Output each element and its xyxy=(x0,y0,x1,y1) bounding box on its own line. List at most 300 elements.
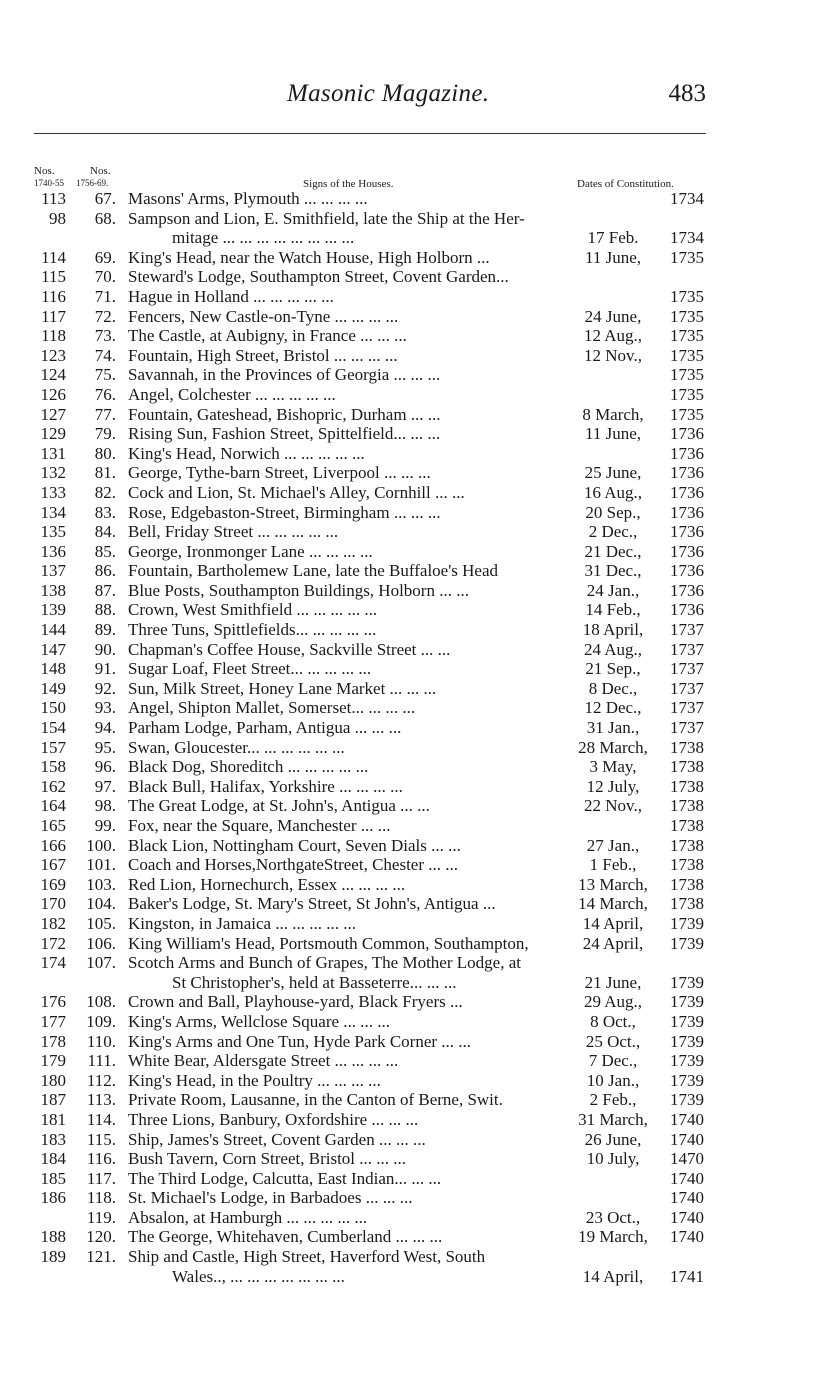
new-number: 117. xyxy=(86,1168,116,1188)
old-number: 166 xyxy=(40,835,66,855)
constitution-year: 1739 xyxy=(670,1011,704,1031)
table-row xyxy=(0,620,814,640)
house-name-line-1: The Castle, at Aubigny, in France ... ... ... xyxy=(128,326,407,346)
house-name-line-1: Fountain, Gateshead, Bishopric, Durham ... ... xyxy=(128,404,441,424)
new-number: 106. xyxy=(86,933,116,953)
old-number: 176 xyxy=(40,992,66,1012)
new-number: 82. xyxy=(94,482,116,502)
constitution-year: 1736 xyxy=(670,424,704,444)
constitution-year: 1735 xyxy=(670,286,704,306)
constitution-date: 31 Jan., xyxy=(586,718,640,738)
constitution-date: 8 Oct., xyxy=(590,1011,636,1031)
constitution-date: 24 June, xyxy=(584,306,642,326)
new-number: 110. xyxy=(86,1031,116,1051)
house-name-line-1: Scotch Arms and Bunch of Grapes, The Mother Lodge, at xyxy=(128,953,521,973)
table-row xyxy=(0,1149,814,1169)
house-name-line-1: King's Arms, Wellclose Square ... ... ... xyxy=(128,1011,391,1031)
table-row xyxy=(0,1090,814,1110)
old-number: 149 xyxy=(40,678,66,698)
constitution-date: 8 March, xyxy=(582,404,644,424)
house-name xyxy=(128,640,564,660)
house-name-line-1: King's Head, in the Poultry ... ... ... ... xyxy=(128,1070,381,1090)
constitution-year: 1470 xyxy=(670,1149,704,1169)
constitution-year: 1739 xyxy=(670,1090,704,1110)
table-row xyxy=(0,581,814,601)
new-number: 98. xyxy=(94,796,116,816)
house-name-line-1: Hague in Holland ... ... ... ... ... xyxy=(128,286,334,306)
old-number: 187 xyxy=(40,1090,66,1110)
new-number: 120. xyxy=(86,1227,116,1247)
old-number: 164 xyxy=(40,796,66,816)
house-name-line-1: Kingston, in Jamaica ... ... ... ... ... xyxy=(128,913,357,933)
house-name xyxy=(128,385,564,405)
house-name xyxy=(128,483,564,503)
table-row xyxy=(0,855,814,875)
house-name xyxy=(128,777,564,797)
house-name-line-1: George, Ironmonger Lane ... ... ... ... xyxy=(128,541,373,561)
house-name-line-1: Angel, Colchester ... ... ... ... ... xyxy=(128,384,336,404)
house-name-line-1: Swan, Gloucester... ... ... ... ... ... xyxy=(128,737,345,757)
constitution-year: 1735 xyxy=(670,326,704,346)
table-row xyxy=(0,816,814,836)
old-number: 124 xyxy=(40,365,66,385)
house-name-line-1: Ship and Castle, High Street, Haverford West, South xyxy=(128,1247,486,1267)
constitution-date: 21 Dec., xyxy=(584,541,642,561)
new-number: 105. xyxy=(86,913,116,933)
constitution-year: 1739 xyxy=(670,933,704,953)
house-name-line-1: The Third Lodge, Calcutta, East Indian... ... ... xyxy=(128,1168,442,1188)
constitution-year: 1741 xyxy=(670,1266,704,1286)
house-name xyxy=(128,1208,564,1228)
constitution-year: 1738 xyxy=(670,757,704,777)
table-row xyxy=(0,718,814,738)
house-name-line-1: Black Bull, Halifax, Yorkshire ... ... ... ... xyxy=(128,776,403,796)
old-number: 157 xyxy=(40,737,66,757)
old-number: 182 xyxy=(40,913,66,933)
table-row xyxy=(0,1130,814,1150)
house-name-line-1: St. Michael's Lodge, in Barbadoes ... ... ... xyxy=(128,1188,413,1208)
constitution-date: 25 June, xyxy=(584,463,642,483)
table-row xyxy=(0,307,814,327)
house-name xyxy=(128,620,564,640)
house-name xyxy=(128,1032,564,1052)
constitution-year: 1735 xyxy=(670,384,704,404)
column-header-range-1: 1740-55 xyxy=(34,178,64,188)
header-rule xyxy=(34,133,706,134)
new-number: 85. xyxy=(94,541,116,561)
old-number: 150 xyxy=(40,698,66,718)
old-number: 114 xyxy=(41,247,66,267)
house-name-line-1: Crown, West Smithfield ... ... ... ... ... xyxy=(128,600,378,620)
house-name xyxy=(128,659,564,679)
house-name-line-1: King's Arms and One Tun, Hyde Park Corner ... ... xyxy=(128,1031,472,1051)
new-number: 113. xyxy=(86,1090,116,1110)
old-number: 189 xyxy=(40,1247,66,1267)
new-number: 81. xyxy=(94,463,116,483)
table-row xyxy=(0,444,814,464)
house-name xyxy=(128,581,564,601)
constitution-year: 1735 xyxy=(670,365,704,385)
table-row xyxy=(0,738,814,758)
new-number: 111. xyxy=(87,1051,116,1071)
running-head xyxy=(0,76,814,112)
page-title: Masonic Magazine. xyxy=(287,80,490,107)
house-name xyxy=(128,365,564,385)
house-name xyxy=(128,894,564,914)
constitution-date: 12 July, xyxy=(586,776,640,796)
house-name-line-1: The George, Whitehaven, Cumberland ... ... ... xyxy=(128,1227,443,1247)
new-number: 70. xyxy=(94,267,116,287)
column-header-dates: Dates of Constitution. xyxy=(577,178,674,190)
constitution-year: 1740 xyxy=(670,1227,704,1247)
constitution-date: 24 Aug., xyxy=(583,639,643,659)
old-number: 126 xyxy=(40,384,66,404)
house-name-line-1: Parham Lodge, Parham, Antigua ... ... ... xyxy=(128,718,402,738)
column-header-range-2: 1756-69. xyxy=(76,178,109,188)
constitution-year: 1736 xyxy=(670,561,704,581)
house-name-line-1: Black Dog, Shoreditch ... ... ... ... ... xyxy=(128,757,369,777)
house-name-line-1: Chapman's Coffee House, Sackville Street ... ... xyxy=(128,639,451,659)
old-number: 158 xyxy=(40,757,66,777)
house-name-line-1: The Great Lodge, at St. John's, Antigua ... ... xyxy=(128,796,430,816)
house-name xyxy=(128,561,564,581)
constitution-date: 21 June, xyxy=(584,972,642,992)
house-name xyxy=(128,953,564,992)
constitution-date: 16 Aug., xyxy=(583,482,643,502)
constitution-date: 10 July, xyxy=(586,1149,640,1169)
old-number: 132 xyxy=(40,463,66,483)
table-row xyxy=(0,698,814,718)
constitution-year: 1737 xyxy=(670,718,704,738)
table-row xyxy=(0,659,814,679)
lodge-table xyxy=(0,189,814,1286)
house-name-line-1: Crown and Ball, Playhouse-yard, Black Fryers ... xyxy=(128,992,463,1012)
new-number: 86. xyxy=(94,561,116,581)
house-name xyxy=(128,992,564,1012)
constitution-date: 20 Sep., xyxy=(585,502,641,522)
constitution-year: 1739 xyxy=(670,992,704,1012)
constitution-date: 29 Aug., xyxy=(583,992,643,1012)
table-row xyxy=(0,483,814,503)
table-row xyxy=(0,1169,814,1189)
house-name-line-1: Absalon, at Hamburgh ... ... ... ... ... xyxy=(128,1207,368,1227)
old-number: 169 xyxy=(40,874,66,894)
new-number: 93. xyxy=(94,698,116,718)
constitution-date: 8 Dec., xyxy=(588,678,638,698)
house-name-line-2: mitage ... ... ... ... ... ... ... ... xyxy=(172,228,355,248)
house-name-line-1: Steward's Lodge, Southampton Street, Covent Garden... xyxy=(128,267,509,287)
constitution-date: 21 Sep., xyxy=(585,659,641,679)
constitution-year: 1738 xyxy=(670,776,704,796)
table-row xyxy=(0,405,814,425)
constitution-date: 19 March, xyxy=(578,1227,648,1247)
constitution-year: 1736 xyxy=(670,463,704,483)
constitution-year: 1740 xyxy=(670,1207,704,1227)
new-number: 84. xyxy=(94,522,116,542)
house-name-line-1: Baker's Lodge, St. Mary's Street, St John's, Antigua ... xyxy=(128,894,496,914)
constitution-year: 1738 xyxy=(670,855,704,875)
old-number: 167 xyxy=(40,855,66,875)
old-number: 98 xyxy=(49,208,66,228)
constitution-year: 1738 xyxy=(670,835,704,855)
constitution-year: 1736 xyxy=(670,522,704,542)
new-number: 114. xyxy=(86,1109,116,1129)
constitution-date: 10 Jan., xyxy=(586,1070,640,1090)
constitution-year: 1736 xyxy=(670,541,704,561)
house-name xyxy=(128,698,564,718)
house-name-line-1: Fox, near the Square, Manchester ... ... xyxy=(128,816,391,835)
house-name xyxy=(128,738,564,758)
constitution-year: 1739 xyxy=(670,913,704,933)
house-name xyxy=(128,503,564,523)
constitution-year: 1739 xyxy=(670,1051,704,1071)
house-name-line-1: Coach and Horses,NorthgateStreet, Chester ... ... xyxy=(128,855,458,875)
table-row xyxy=(0,953,814,992)
constitution-year: 1735 xyxy=(670,345,704,365)
old-number: 129 xyxy=(40,424,66,444)
constitution-year: 1739 xyxy=(670,1070,704,1090)
table-row xyxy=(0,209,814,248)
house-name-line-1: Sampson and Lion, E. Smithfield, late the Ship at the Her- xyxy=(128,208,525,228)
house-name xyxy=(128,248,564,268)
table-row xyxy=(0,1227,814,1247)
new-number: 73. xyxy=(94,326,116,346)
house-name-line-1: Masons' Arms, Plymouth ... ... ... ... xyxy=(128,189,368,208)
table-row xyxy=(0,522,814,542)
new-number: 100. xyxy=(86,835,116,855)
house-name-line-1: Black Lion, Nottingham Court, Seven Dials ... ... xyxy=(128,835,461,855)
constitution-year: 1740 xyxy=(670,1188,704,1208)
constitution-year: 1736 xyxy=(670,580,704,600)
new-number: 68. xyxy=(94,208,116,228)
constitution-year: 1735 xyxy=(670,306,704,326)
new-number: 87. xyxy=(94,580,116,600)
new-number: 108. xyxy=(86,992,116,1012)
column-header-nos-1: Nos. xyxy=(34,165,55,177)
house-name xyxy=(128,463,564,483)
old-number: 135 xyxy=(40,522,66,542)
new-number: 72. xyxy=(94,306,116,326)
new-number: 107. xyxy=(86,953,116,973)
house-name xyxy=(128,1169,564,1189)
new-number: 90. xyxy=(94,639,116,659)
constitution-year: 1737 xyxy=(670,659,704,679)
old-number: 183 xyxy=(40,1129,66,1149)
house-name xyxy=(128,307,564,327)
house-name xyxy=(128,875,564,895)
old-number: 137 xyxy=(40,561,66,581)
old-number: 133 xyxy=(40,482,66,502)
house-name xyxy=(128,189,564,209)
constitution-year: 1739 xyxy=(670,1031,704,1051)
table-row xyxy=(0,757,814,777)
column-header-nos-2: Nos. xyxy=(90,165,111,177)
constitution-date: 14 Feb., xyxy=(585,600,641,620)
new-number: 79. xyxy=(94,424,116,444)
old-number: 115 xyxy=(41,267,66,287)
constitution-date: 12 Dec., xyxy=(584,698,642,718)
house-name xyxy=(128,326,564,346)
house-name-line-1: White Bear, Aldersgate Street ... ... ... ... xyxy=(128,1051,399,1071)
house-name-line-1: King's Head, Norwich ... ... ... ... ... xyxy=(128,443,365,463)
table-row xyxy=(0,1247,814,1286)
old-number: 117 xyxy=(41,306,66,326)
constitution-year: 1738 xyxy=(670,894,704,914)
house-name-line-1: Angel, Shipton Mallet, Somerset... ... ... ... xyxy=(128,698,416,718)
house-name xyxy=(128,1090,564,1110)
constitution-year: 1738 xyxy=(670,816,704,835)
house-name xyxy=(128,1110,564,1130)
new-number: 92. xyxy=(94,678,116,698)
constitution-date: 24 Jan., xyxy=(586,580,640,600)
new-number: 115. xyxy=(86,1129,116,1149)
table-row xyxy=(0,992,814,1012)
new-number: 74. xyxy=(94,345,116,365)
new-number: 91. xyxy=(94,659,116,679)
constitution-year: 1737 xyxy=(670,639,704,659)
constitution-date: 14 March, xyxy=(578,894,648,914)
house-name xyxy=(128,1227,564,1247)
old-number: 154 xyxy=(40,718,66,738)
old-number: 188 xyxy=(40,1227,66,1247)
table-row xyxy=(0,267,814,287)
constitution-date: 31 March, xyxy=(578,1109,648,1129)
house-name-line-1: Sugar Loaf, Fleet Street... ... ... ... ... xyxy=(128,659,372,679)
constitution-date: 2 Feb., xyxy=(589,1090,637,1110)
table-row xyxy=(0,561,814,581)
table-row xyxy=(0,424,814,444)
table-row xyxy=(0,875,814,895)
house-name xyxy=(128,209,564,248)
house-name xyxy=(128,914,564,934)
old-number: 147 xyxy=(40,639,66,659)
column-header-signs: Signs of the Houses. xyxy=(303,178,394,190)
table-row xyxy=(0,463,814,483)
house-name-line-1: Blue Posts, Southampton Buildings, Holborn ... ... xyxy=(128,580,469,600)
new-number: 94. xyxy=(94,718,116,738)
new-number: 109. xyxy=(86,1011,116,1031)
table-row xyxy=(0,1188,814,1208)
table-row xyxy=(0,934,814,954)
house-name xyxy=(128,836,564,856)
house-name-line-1: Bell, Friday Street ... ... ... ... ... xyxy=(128,522,339,542)
constitution-date: 26 June, xyxy=(584,1129,642,1149)
constitution-year: 1738 xyxy=(670,874,704,894)
table-row xyxy=(0,287,814,307)
old-number: 138 xyxy=(40,580,66,600)
table-row xyxy=(0,1032,814,1052)
house-name-line-1: Bush Tavern, Corn Street, Bristol ... ... ... xyxy=(128,1149,407,1169)
old-number: 180 xyxy=(40,1070,66,1090)
old-number: 144 xyxy=(40,620,66,640)
house-name xyxy=(128,346,564,366)
constitution-year: 1738 xyxy=(670,796,704,816)
constitution-year: 1736 xyxy=(670,443,704,463)
page-number: 483 xyxy=(668,80,706,107)
house-name xyxy=(128,796,564,816)
constitution-date: 11 June, xyxy=(584,247,642,267)
new-number: 83. xyxy=(94,502,116,522)
constitution-date: 22 Nov., xyxy=(584,796,642,816)
house-name xyxy=(128,600,564,620)
table-row xyxy=(0,1208,814,1228)
house-name-line-1: Three Tuns, Spittlefields... ... ... ... ... xyxy=(128,620,377,640)
table-row xyxy=(0,777,814,797)
new-number: 112. xyxy=(86,1070,116,1090)
constitution-year: 1740 xyxy=(670,1129,704,1149)
house-name xyxy=(128,444,564,464)
table-row xyxy=(0,1110,814,1130)
house-name xyxy=(128,855,564,875)
constitution-date: 14 April, xyxy=(582,1266,644,1286)
old-number: 131 xyxy=(40,443,66,463)
house-name-line-1: Ship, James's Street, Covent Garden ... ... ... xyxy=(128,1129,426,1149)
old-number: 179 xyxy=(40,1051,66,1071)
old-number: 134 xyxy=(40,502,66,522)
house-name xyxy=(128,542,564,562)
table-row xyxy=(0,600,814,620)
house-name-line-2: St Christopher's, held at Basseterre... ... ... xyxy=(172,972,457,992)
new-number: 101. xyxy=(86,855,116,875)
constitution-year: 1735 xyxy=(670,247,704,267)
house-name-line-1: Cock and Lion, St. Michael's Alley, Cornhill ... ... xyxy=(128,482,465,502)
house-name xyxy=(128,1130,564,1150)
constitution-date: 24 April, xyxy=(582,933,644,953)
constitution-date: 23 Oct., xyxy=(585,1207,641,1227)
constitution-date: 28 March, xyxy=(578,737,648,757)
new-number: 67. xyxy=(94,189,116,208)
old-number: 139 xyxy=(40,600,66,620)
table-row xyxy=(0,542,814,562)
constitution-date: 3 May, xyxy=(589,757,637,777)
house-name xyxy=(128,405,564,425)
old-number: 177 xyxy=(40,1011,66,1031)
house-name xyxy=(128,424,564,444)
old-number: 162 xyxy=(40,776,66,796)
house-name-line-2: Wales.., ... ... ... ... ... ... ... xyxy=(172,1266,345,1286)
table-row xyxy=(0,365,814,385)
table-row xyxy=(0,1051,814,1071)
house-name xyxy=(128,718,564,738)
house-name xyxy=(128,1051,564,1071)
new-number: 104. xyxy=(86,894,116,914)
constitution-date: 11 June, xyxy=(584,424,642,444)
constitution-date: 27 Jan., xyxy=(586,835,640,855)
table-row xyxy=(0,1012,814,1032)
old-number: 127 xyxy=(40,404,66,424)
constitution-date: 18 April, xyxy=(582,620,644,640)
table-row xyxy=(0,346,814,366)
old-number: 186 xyxy=(40,1188,66,1208)
house-name xyxy=(128,1247,564,1286)
house-name-line-1: Rose, Edgebaston-Street, Birmingham ... ... ... xyxy=(128,502,441,522)
constitution-date: 13 March, xyxy=(578,874,648,894)
constitution-date: 1 Feb., xyxy=(589,855,637,875)
constitution-date: 12 Aug., xyxy=(583,326,643,346)
table-row xyxy=(0,679,814,699)
house-name xyxy=(128,934,564,954)
table-row xyxy=(0,640,814,660)
constitution-date: 7 Dec., xyxy=(588,1051,638,1071)
old-number: 181 xyxy=(40,1109,66,1129)
old-number: 185 xyxy=(40,1168,66,1188)
house-name xyxy=(128,1012,564,1032)
table-row xyxy=(0,326,814,346)
constitution-year: 1735 xyxy=(670,404,704,424)
new-number: 80. xyxy=(94,443,116,463)
table-row xyxy=(0,1071,814,1091)
table-row xyxy=(0,189,814,209)
